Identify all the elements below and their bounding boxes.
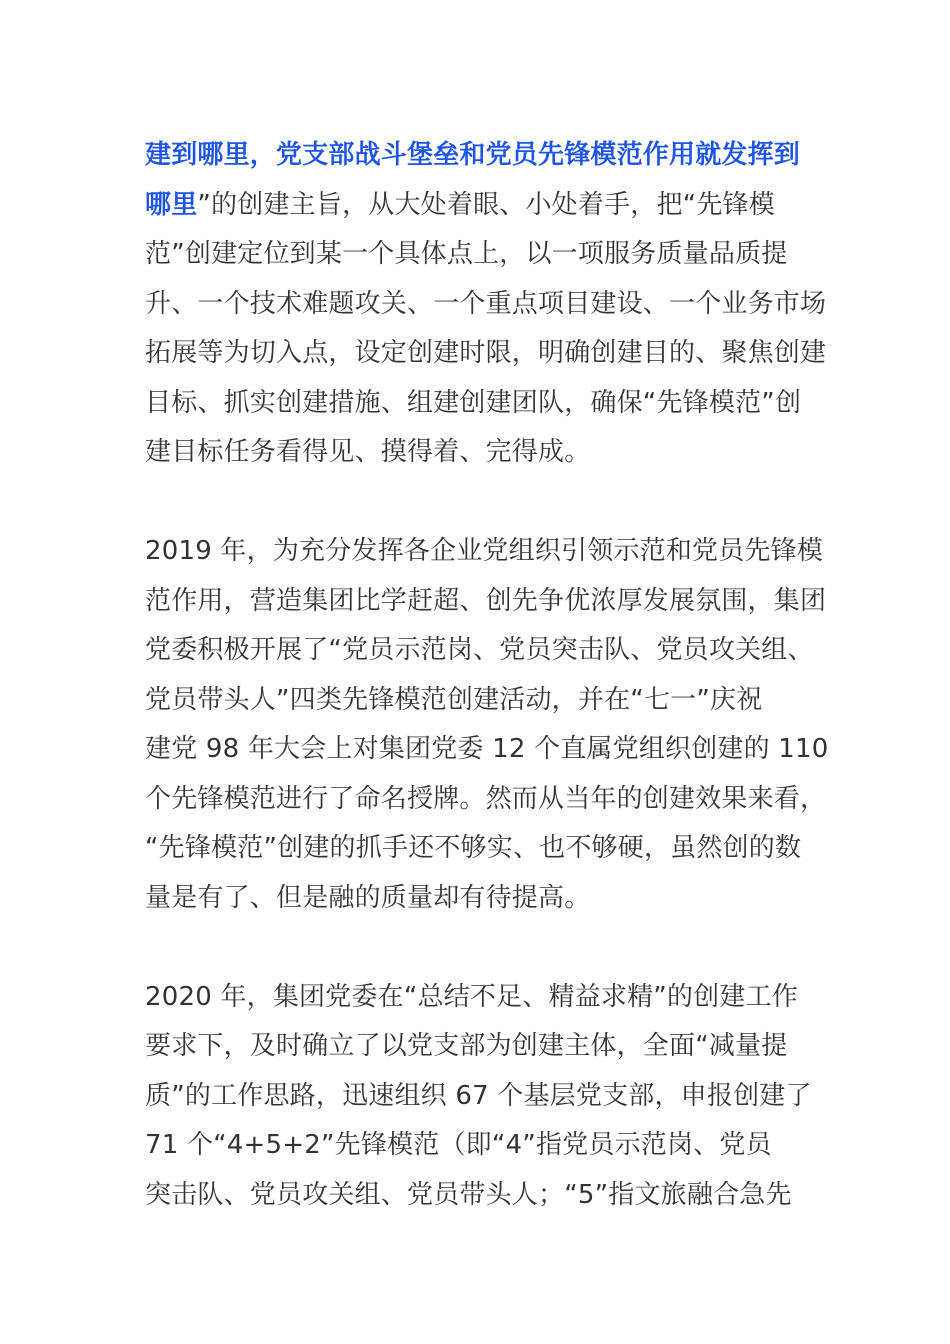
text-line xyxy=(145,527,824,577)
body-text: 建目标任务看得见、摸得着、完得成。 xyxy=(145,437,591,467)
body-text: 量是有了、但是融的质量却有待提高。 xyxy=(145,882,591,913)
paragraph-3 xyxy=(145,973,810,1221)
text-line xyxy=(145,379,810,429)
body-text: 质”的工作思路，迅速组织 67 个基层党支部，申报创建了 xyxy=(145,1080,812,1111)
text-line xyxy=(145,131,810,181)
body-text: 个先锋模范进行了命名授牌。然而从当年的创建效果来看， xyxy=(145,783,827,814)
body-text: 71 个“4+5+2”先锋模范（即“4”指党员示范岗、党员 xyxy=(145,1130,772,1160)
body-text: 目标、抓实创建措施、组建创建团队，确保“先锋模范”创 xyxy=(145,387,802,418)
body-text: 范作用，营造集团比学赶超、创先争优浓厚发展氛围，集团 xyxy=(145,585,827,616)
text-line xyxy=(145,280,827,330)
text-line xyxy=(145,1121,810,1171)
text-line xyxy=(145,428,810,478)
text-line xyxy=(145,1072,810,1122)
text-line xyxy=(145,676,810,726)
text-line xyxy=(145,230,810,280)
body-text: 范”创建定位到某一个具体点上，以一项服务质量品质提 xyxy=(145,239,788,269)
text-line xyxy=(145,973,810,1023)
text-line xyxy=(145,725,829,775)
text-line xyxy=(145,824,810,874)
paragraph-2 xyxy=(145,527,829,923)
body-text: 2020 年，集团党委在“总结不足、精益求精”的创建工作 xyxy=(145,981,798,1012)
body-text: 党委积极开展了“党员示范岗、党员突击队、党员攻关组、 xyxy=(145,635,814,665)
text-line xyxy=(145,181,810,231)
highlighted-text: 建到哪里，党支部战斗堡垒和党员先锋模范作用就发挥到 xyxy=(145,140,801,170)
text-line xyxy=(145,874,810,924)
body-text: 建党 98 年大会上对集团党委 12 个直属党组织创建的 110 xyxy=(145,734,829,764)
body-text: 党员带头人”四类先锋模范创建活动，并在“七一”庆祝 xyxy=(145,684,763,715)
body-text: 2019 年，为充分发挥各企业党组织引领示范和党员先锋模 xyxy=(145,536,824,566)
text-line xyxy=(145,1022,810,1072)
text-line xyxy=(145,577,827,627)
body-text: 拓展等为切入点，设定创建时限，明确创建目的、聚焦创建 xyxy=(145,338,827,368)
text-line xyxy=(145,775,827,825)
highlighted-text: 哪里 xyxy=(145,189,198,220)
body-text: 要求下，及时确立了以党支部为创建主体，全面“减量提 xyxy=(145,1031,788,1061)
paragraph-spacer xyxy=(145,478,810,528)
text-line xyxy=(145,1171,810,1221)
paragraph-spacer xyxy=(145,923,810,973)
text-line xyxy=(145,329,827,379)
document-page xyxy=(145,131,829,1220)
body-text: ”的创建主旨，从大处着眼、小处着手，把“先锋模 xyxy=(197,189,775,220)
body-text: 升、一个技术难题攻关、一个重点项目建设、一个业务市场 xyxy=(145,288,827,319)
body-text: “先锋模范”创建的抓手还不够实、也不够硬，虽然创的数 xyxy=(145,833,802,863)
paragraph-1 xyxy=(145,131,827,478)
body-text: 突击队、党员攻关组、党员带头人；“5”指文旅融合急先 xyxy=(145,1179,792,1210)
text-line xyxy=(145,626,814,676)
